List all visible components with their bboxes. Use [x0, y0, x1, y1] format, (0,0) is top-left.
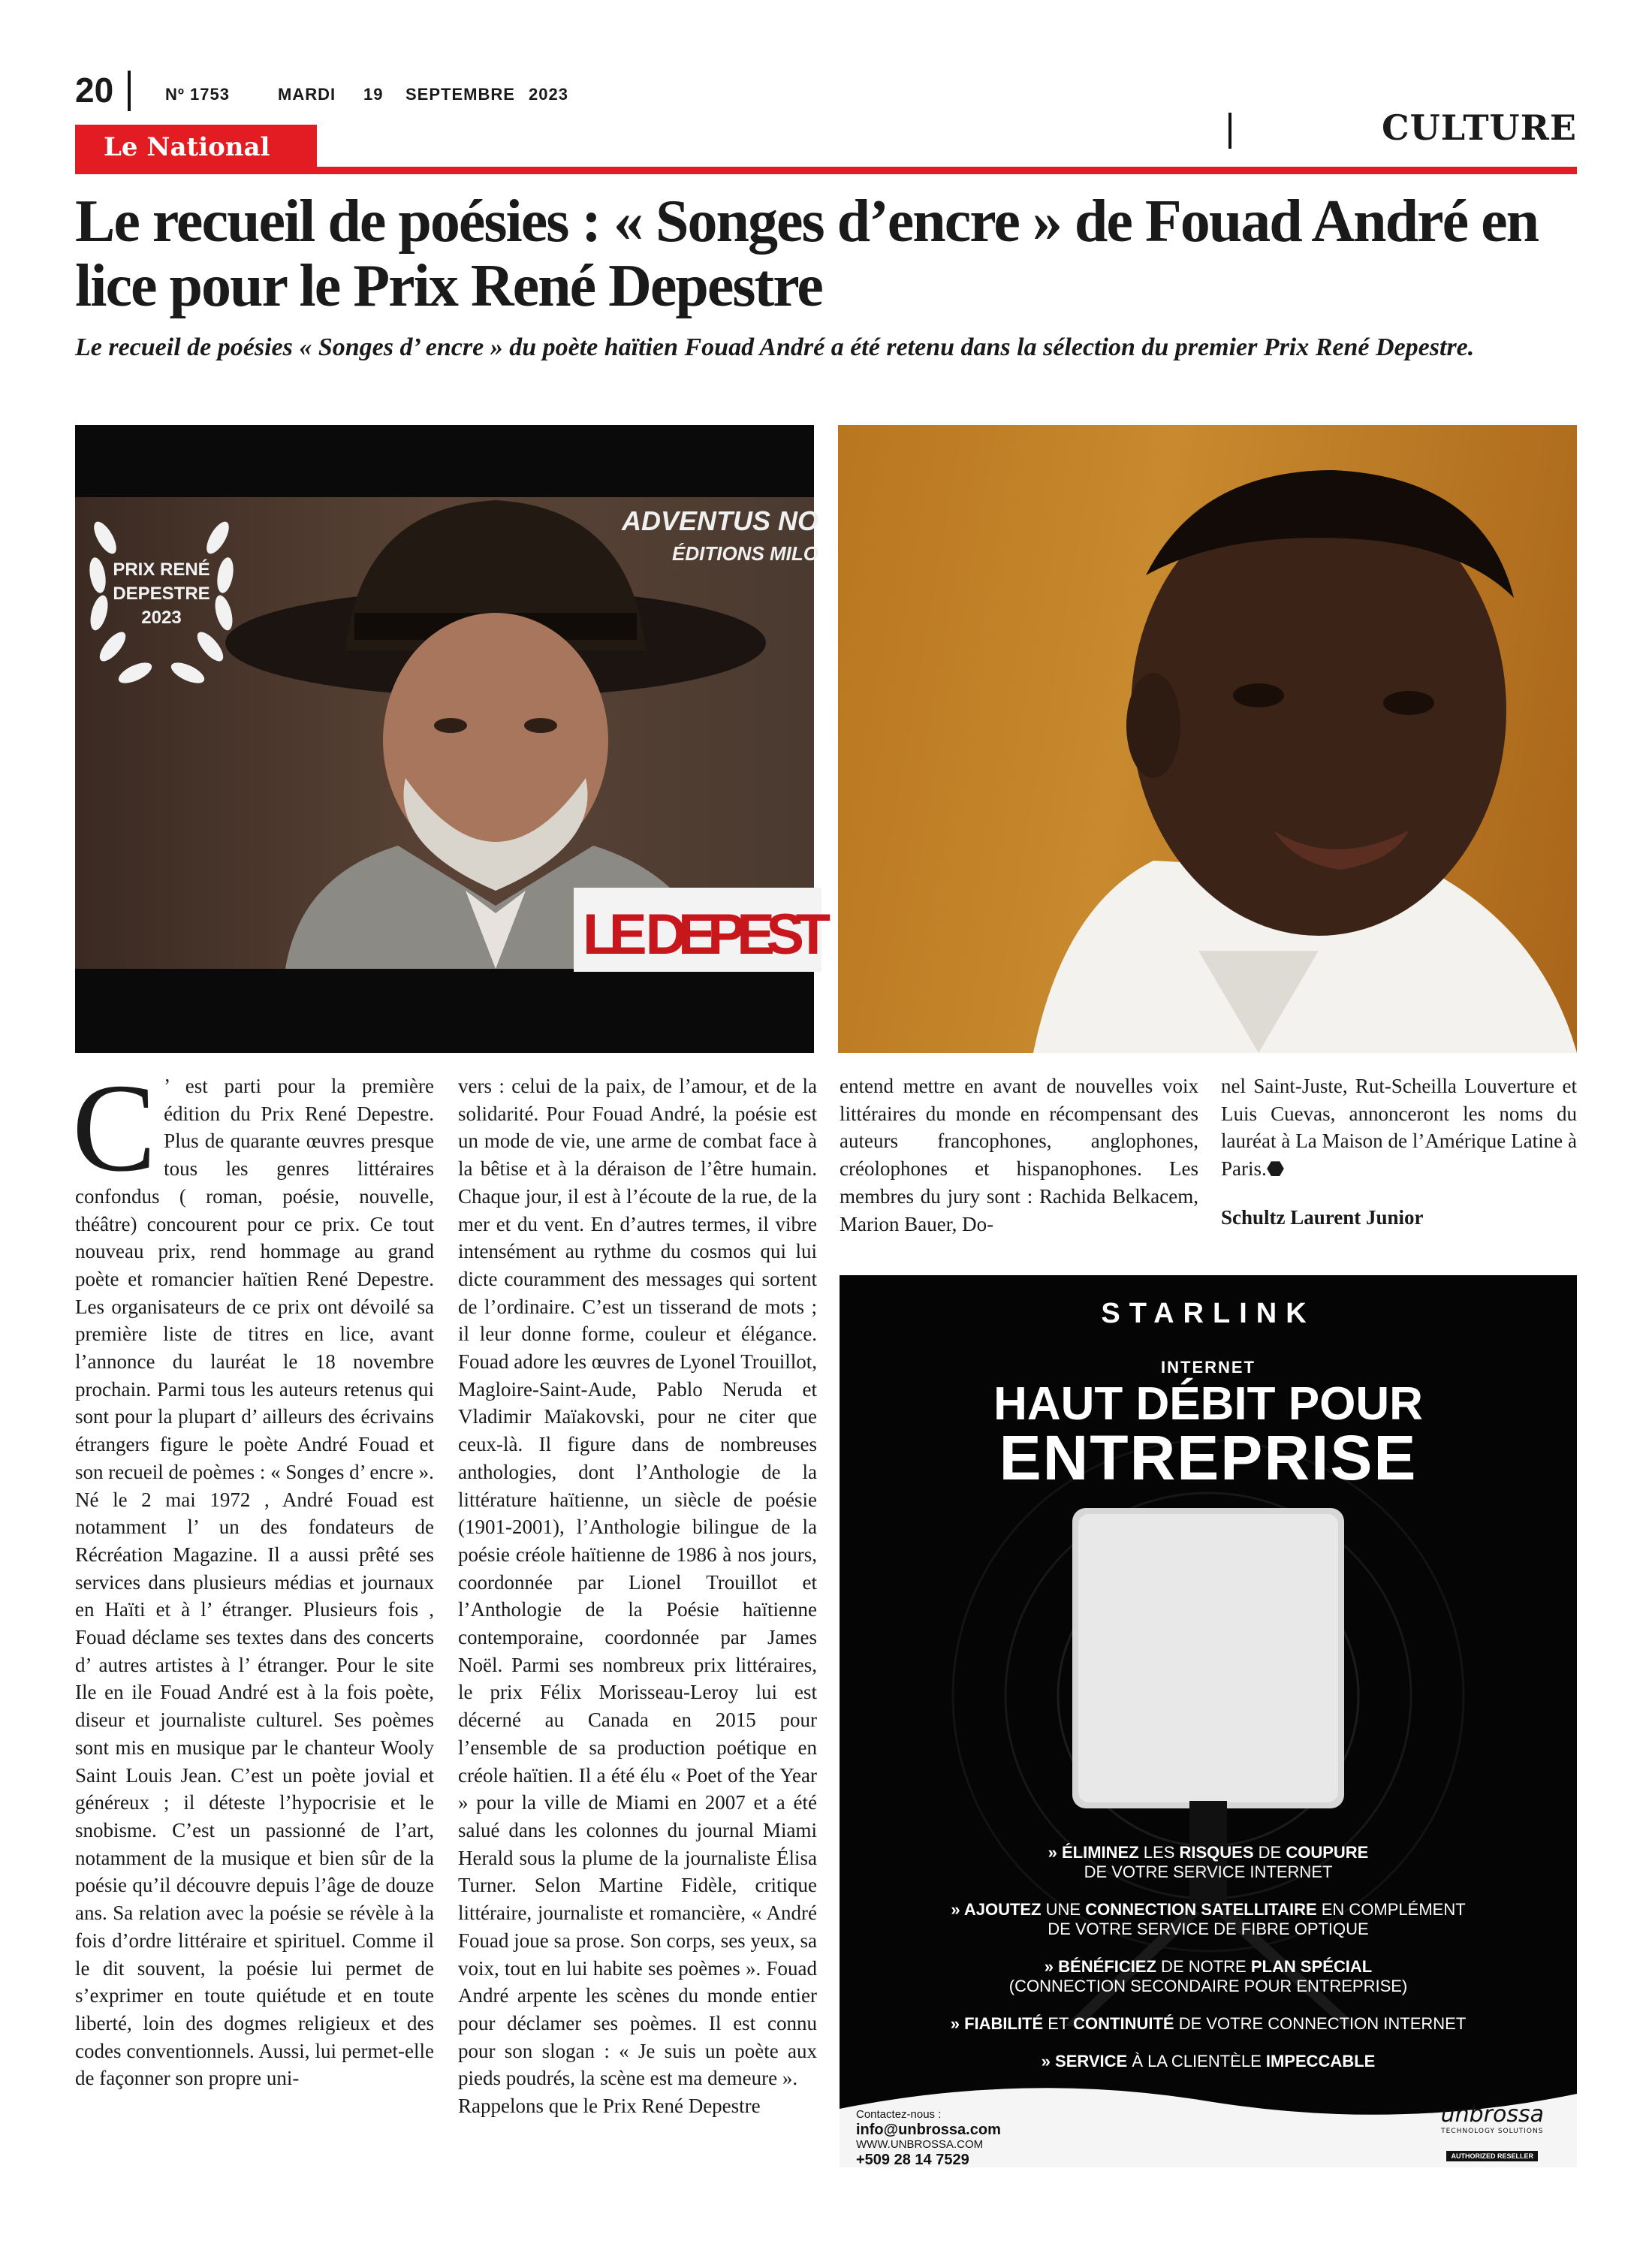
ad-benefit-text: DE: [1253, 1843, 1286, 1862]
ad-brand: STARLINK: [1101, 1298, 1316, 1329]
article-dek: Le recueil de poésies « Songes d’ encre » du poète haïtien Fouad André a été retenu dans la sélection du premier Prix René Depestre.: [75, 333, 1475, 361]
unbrossa-logo: [1441, 2101, 1544, 2135]
logo-subtext: TECHNOLOGY SOLUTIONS: [1441, 2128, 1544, 2135]
ad-email-link[interactable]: info@unbrossa.com: [856, 2122, 1001, 2138]
paragraph: Rappelons que le Prix René Depestre: [458, 2095, 761, 2118]
publication-name: Le National: [104, 132, 270, 162]
ad-benefit-strong: IMPECCABLE: [1265, 2052, 1376, 2071]
article-column-2: [458, 1072, 817, 2120]
ad-benefits-list: [840, 1843, 1577, 2089]
date-month: SEPTEMBRE: [405, 85, 515, 104]
ad-benefit-strong: » FIABILITÉ: [950, 2014, 1044, 2033]
ad-benefit-strong: » BÉNÉFICIEZ: [1044, 1957, 1156, 1976]
ad-headline-1: HAUT DÉBIT POUR: [993, 1378, 1423, 1430]
section-label: CULTURE: [1382, 107, 1577, 148]
end-mark-icon: ⬣: [1266, 1157, 1285, 1181]
ad-benefit-text: DE VOTRE CONNECTION INTERNET: [1174, 2014, 1467, 2033]
photo-rene-depestre: [75, 425, 831, 1053]
paragraph: ’ est parti pour la première édition du Prix René Depestre. Plus de quarante œuvres presque tous les genres littéraires confondus ( roman, poésie, nouvelle, théâtre) concourent pour ce prix. Ce tout nouveau prix, rend hommage au grand poète et romancier haïtien René Depestre. Les organisateurs de ce prix ont dévoilé sa première liste de titres en lice, avant l’annonce du lauréat le 18 novembre prochain. Parmi tous les auteurs retenus qui sont pour la plupart d’ ailleurs des écrivains étrangers figure le poète André Fouad et son recueil de poèmes : « Songes d’ encre ».: [75, 1075, 434, 1483]
date-year: 2023: [529, 85, 568, 104]
fouad-andre-illustration: [838, 425, 1577, 1053]
publisher-text-1: ADVENTUS NO: [621, 505, 818, 536]
depestre-banner: LE DEPEST: [583, 903, 831, 967]
laurel-text-1: PRIX RENÉ: [113, 559, 210, 580]
date-day: 19: [363, 85, 384, 104]
paragraph: entend mettre en avant de nouvelles voix littéraires du monde en récompensant des auteurs francophones, anglophones, créolophones et hispanophones. Les membres du jury sont : Rachida Belkacem, Marion Bauer, Do-: [840, 1075, 1198, 1235]
ad-headline-2: ENTREPRISE: [999, 1422, 1418, 1493]
ad-benefit-5: [840, 2052, 1577, 2071]
ad-benefit-strong: » ÉLIMINEZ: [1048, 1843, 1139, 1862]
paragraph: [1221, 1072, 1577, 1183]
paragraph: vers : celui de la paix, de l’amour, et de la solidarité. Pour Fouad André, la poésie est un mode de vie, une arme de combat face à la bêtise et à la déraison de l’être humain. Chaque jour, il est à l’écoute de la rue, de la mer et du vent. En d’autres termes, il vibre intensément au rythme du cosmos qui lui dicte couramment des messages qui sortent de l’ordinaire. C’est un tisserand de mots ; il leur donne forme, couleur et élégance. Fouad adore les œuvres de Lyonel Trouillot, Magloire-Saint-Aude, Pablo Neruda et Vladimir Maïakovski, pour ne citer que ceux-là. Il figure dans de nombreuses anthologies, dont l’Anthologie de la littérature haïtienne, un siècle de poésie (1901-2001), l’Anthologie bilingue de la poésie créole haïtienne de 1986 à nos jours, coordonnée par Lionel Trouillot et l’Anthologie de la Poésie haïtienne contemporaine, coordonnée par James Noël. Parmi ses nombreux prix littéraires, le prix Félix Morisseau-Leroy lui est décerné au Canada en 2015 pour l’ensemble de sa production poétique en créole haïtien. Il a été élu « Poet of the Year » pour la ville de Miami en 2007 et a été salué dans les colonnes du journal Miami Herald sous la plume de la journaliste Élisa Turner. Selon Martine Fidèle, critique littéraire, journaliste et romancière, « André Fouad joue sa prose. Son corps, ses yeux, sa voix, tout en lui habite ses poèmes ». Fouad André arpente les scènes du monde entier pour déclamer ses poèmes. Il est connu pour son slogan : « Je suis un poète aux pieds poudrés, la scène est ma demeure ».: [458, 1075, 817, 2090]
date-weekday: MARDI: [278, 85, 336, 104]
ad-benefit-text: (CONNECTION SECONDAIRE POUR ENTREPRISE): [1008, 1977, 1408, 1995]
laurel-text-3: 2023: [141, 608, 182, 628]
ad-benefit-strong: » SERVICE: [1041, 2052, 1128, 2071]
article-headline: Le recueil de poésies : « Songes d’encre » de Fouad André en lice pour le Prix René Depestre: [75, 189, 1539, 319]
ad-benefit-text: À LA CLIENTÈLE: [1127, 2052, 1266, 2071]
depestre-illustration: [75, 425, 831, 1053]
ad-benefit-strong: COUPURE: [1286, 1843, 1369, 1862]
ad-benefit-3: [840, 1957, 1577, 1996]
ad-benefit-text: EN COMPLÉMENT: [1316, 1900, 1466, 1919]
authorized-reseller-badge: AUTHORIZED RESELLER: [1446, 2151, 1538, 2161]
ad-benefit-text: ET: [1043, 2014, 1074, 2033]
photo-fouad-andre: [838, 425, 1577, 1053]
article-column-4: [1221, 1072, 1577, 1232]
ad-benefit-text: UNE: [1041, 1900, 1086, 1919]
drop-cap: C: [72, 1058, 157, 1198]
ad-benefit-text: LES: [1138, 1843, 1180, 1862]
paragraph-text: nel Saint-Juste, Rut-Scheilla Louverture et Luis Cuevas, annonceront les noms du lauréat à La Maison de l’Amérique Latine à Paris.: [1221, 1075, 1577, 1181]
ad-benefit-text: DE VOTRE SERVICE INTERNET: [1084, 1862, 1333, 1881]
logo-text: unbrossa: [1440, 2101, 1544, 2128]
ad-website-link[interactable]: WWW.UNBROSSA.COM: [856, 2138, 984, 2151]
ad-benefit-strong: CONNECTION SATELLITAIRE: [1085, 1900, 1317, 1919]
ad-benefit-strong: CONTINUITÉ: [1073, 2014, 1174, 2033]
page-number: 20: [75, 71, 114, 110]
publisher-text-2: ÉDITIONS MILO: [672, 542, 818, 565]
ad-benefit-1: [840, 1843, 1577, 1882]
author-byline: Schultz Laurent Junior: [1221, 1205, 1424, 1229]
ad-benefit-text: DE VOTRE SERVICE DE FIBRE OPTIQUE: [1048, 1920, 1369, 1938]
ad-benefit-text: DE NOTRE: [1156, 1957, 1251, 1976]
issue-number: Nº 1753: [165, 85, 230, 104]
ad-benefit-strong: » AJOUTEZ: [951, 1900, 1042, 1919]
starlink-advertisement[interactable]: [840, 1275, 1577, 2167]
paragraph: Né le 2 mai 1972 , André Fouad est notamment l’ un des fondateurs de Récréation Magazine. Il a aussi prêté ses services dans plusieurs médias et journaux en Haïti et à l’ étranger. Plusieurs fois , Fouad déclame ses textes dans des concerts d’ autres artistes à l’ étranger. Pour le site Ile en ile Fouad André est à la fois poète, diseur et journaliste culturel. Ses poèmes sont mis en musique par le chanteur Wooly Saint Louis Jean. C’est un poète jovial et généreux ; il déteste l’hypocrisie et le snobisme. C’est un passionné de l’art, notamment de la musique et bien sûr de la poésie qu’il découvre depuis l’âge de douze ans. Sa relation avec la poésie se révèle à la fois d’ordre littéraire et spirituel. Comme il le dit souvent, la poésie lui permet de s’exprimer en toute quiétude et en toute liberté, loin des dogmes religieux et des codes conventionnels. Aussi, lui permet-elle de façonner son propre uni-: [75, 1488, 434, 2090]
header-divider: [128, 71, 131, 111]
ad-contact: [856, 2107, 1001, 2167]
ad-benefit-strong: PLAN SPÉCIAL: [1250, 1957, 1373, 1976]
laurel-text-2: DEPESTRE: [113, 584, 210, 604]
ad-benefit-strong: RISQUES: [1179, 1843, 1254, 1862]
article-column-1: [72, 1058, 434, 2092]
ad-benefit-2: [840, 1900, 1577, 1939]
ad-kicker: INTERNET: [1161, 1358, 1256, 1377]
article-column-3: [840, 1072, 1198, 1238]
ad-contact-label: Contactez-nous :: [856, 2108, 942, 2121]
ad-benefit-4: [840, 2014, 1577, 2034]
section-divider: [1228, 113, 1231, 149]
ad-phone: +509 28 14 7529: [856, 2152, 969, 2168]
